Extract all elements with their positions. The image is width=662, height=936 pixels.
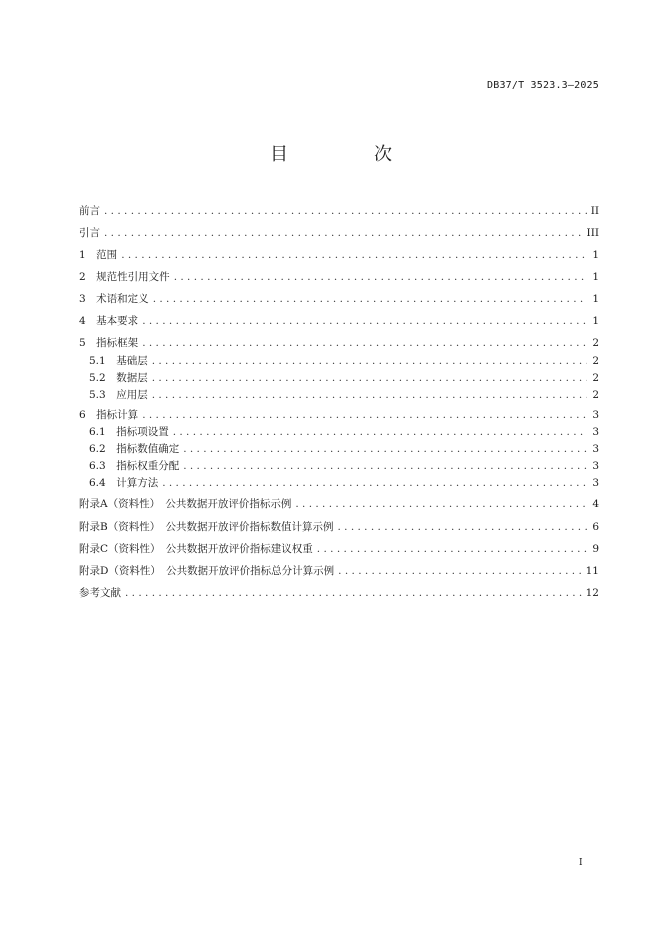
- page-number: I: [579, 858, 583, 868]
- toc-entry[interactable]: [79, 493, 599, 511]
- toc-entry-page: III: [586, 227, 599, 239]
- toc-leader: [183, 459, 587, 473]
- toc-entry-page: 9: [592, 543, 599, 555]
- toc-entry-label: 6.4 计算方法: [89, 477, 159, 489]
- toc-entry-label: 5.3 应用层: [89, 389, 148, 401]
- toc-entry-label: 5 指标框架: [79, 337, 139, 349]
- toc-entry-label: 3 术语和定义: [79, 293, 149, 305]
- toc-entry-label: 1 范围: [79, 249, 118, 261]
- toc-entry[interactable]: [89, 384, 599, 402]
- toc-leader: [173, 425, 587, 439]
- toc-entry[interactable]: [89, 367, 599, 385]
- toc-entry-label: 附录B（资料性） 公共数据开放评价指标数值计算示例: [79, 521, 334, 533]
- toc-entry-label: 5.2 数据层: [89, 372, 148, 384]
- toc-entry[interactable]: [79, 288, 599, 306]
- toc-entry-page: 12: [585, 587, 599, 599]
- toc-entry-label: 附录A（资料性） 公共数据开放评价指标示例: [79, 498, 292, 510]
- toc-entry-page: 4: [592, 498, 599, 510]
- page-title: 目 次: [270, 144, 426, 165]
- toc-entry[interactable]: [79, 582, 599, 600]
- toc-entry[interactable]: [79, 516, 599, 534]
- toc-entry[interactable]: [89, 421, 599, 439]
- toc-leader: [152, 354, 587, 368]
- toc-entry-page: 1: [592, 249, 599, 261]
- toc-entry-page: 3: [592, 426, 599, 438]
- toc-entry[interactable]: [79, 200, 599, 218]
- toc-entry-label: 参考文献: [79, 587, 121, 599]
- toc-entry-label: 5.1 基础层: [89, 355, 148, 367]
- toc-entry[interactable]: [79, 244, 599, 262]
- toc-leader: [153, 292, 587, 306]
- toc-entry-label: 6.2 指标数值确定: [89, 443, 180, 455]
- toc-leader: [125, 586, 582, 600]
- toc-entry-label: 前言: [79, 205, 100, 217]
- toc-leader: [104, 204, 587, 218]
- toc-entry-label: 4 基本要求: [79, 315, 139, 327]
- toc-entry[interactable]: [89, 455, 599, 473]
- toc-entry-label: 6.1 指标项设置: [89, 426, 169, 438]
- toc-entry-page: 2: [592, 337, 599, 349]
- toc-entry[interactable]: [89, 472, 599, 490]
- toc-entry[interactable]: [79, 404, 599, 422]
- toc-leader: [295, 497, 587, 511]
- toc-entry[interactable]: [79, 310, 599, 328]
- toc-entry-page: 11: [585, 565, 599, 577]
- toc-leader: [152, 388, 587, 402]
- toc-entry-page: 2: [592, 372, 599, 384]
- toc-entry-label: 6 指标计算: [79, 409, 139, 421]
- toc-entry[interactable]: [79, 538, 599, 556]
- toc-leader: [338, 564, 581, 578]
- document-code: DB37/T 3523.3—2025: [487, 80, 599, 91]
- toc-leader: [174, 270, 587, 284]
- toc-leader: [142, 408, 587, 422]
- toc-entry[interactable]: [79, 266, 599, 284]
- toc-entry-page: 2: [592, 389, 599, 401]
- toc-leader: [142, 336, 587, 350]
- toc-entry[interactable]: [79, 222, 599, 240]
- toc-entry[interactable]: [79, 560, 599, 578]
- toc-entry-page: 1: [592, 271, 599, 283]
- toc-entry-label: 引言: [79, 227, 100, 239]
- toc-entry-page: 6: [592, 521, 599, 533]
- toc-entry-page: 2: [592, 355, 599, 367]
- toc-entry-page: 3: [592, 443, 599, 455]
- toc-leader: [142, 314, 587, 328]
- toc-entry[interactable]: [79, 332, 599, 350]
- toc-leader: [104, 226, 583, 240]
- toc-entry-label: 附录C（资料性） 公共数据开放评价指标建议权重: [79, 543, 313, 555]
- toc-entry-page: II: [590, 205, 599, 217]
- toc-entry-page: 3: [592, 477, 599, 489]
- toc-entry-page: 3: [592, 460, 599, 472]
- toc-entry-page: 1: [592, 315, 599, 327]
- toc-entry-label: 6.3 指标权重分配: [89, 460, 180, 472]
- toc-leader: [162, 476, 587, 490]
- toc-leader: [317, 542, 587, 556]
- toc-entry-label: 2 规范性引用文件: [79, 271, 170, 283]
- toc-entry-page: 3: [592, 409, 599, 421]
- toc-leader: [121, 248, 587, 262]
- toc-entry[interactable]: [89, 438, 599, 456]
- toc-leader: [152, 371, 587, 385]
- toc-leader: [183, 442, 587, 456]
- toc-leader: [337, 520, 587, 534]
- toc-entry-label: 附录D（资料性） 公共数据开放评价指标总分计算示例: [79, 565, 335, 577]
- toc-entry[interactable]: [89, 350, 599, 368]
- toc-entry-page: 1: [592, 293, 599, 305]
